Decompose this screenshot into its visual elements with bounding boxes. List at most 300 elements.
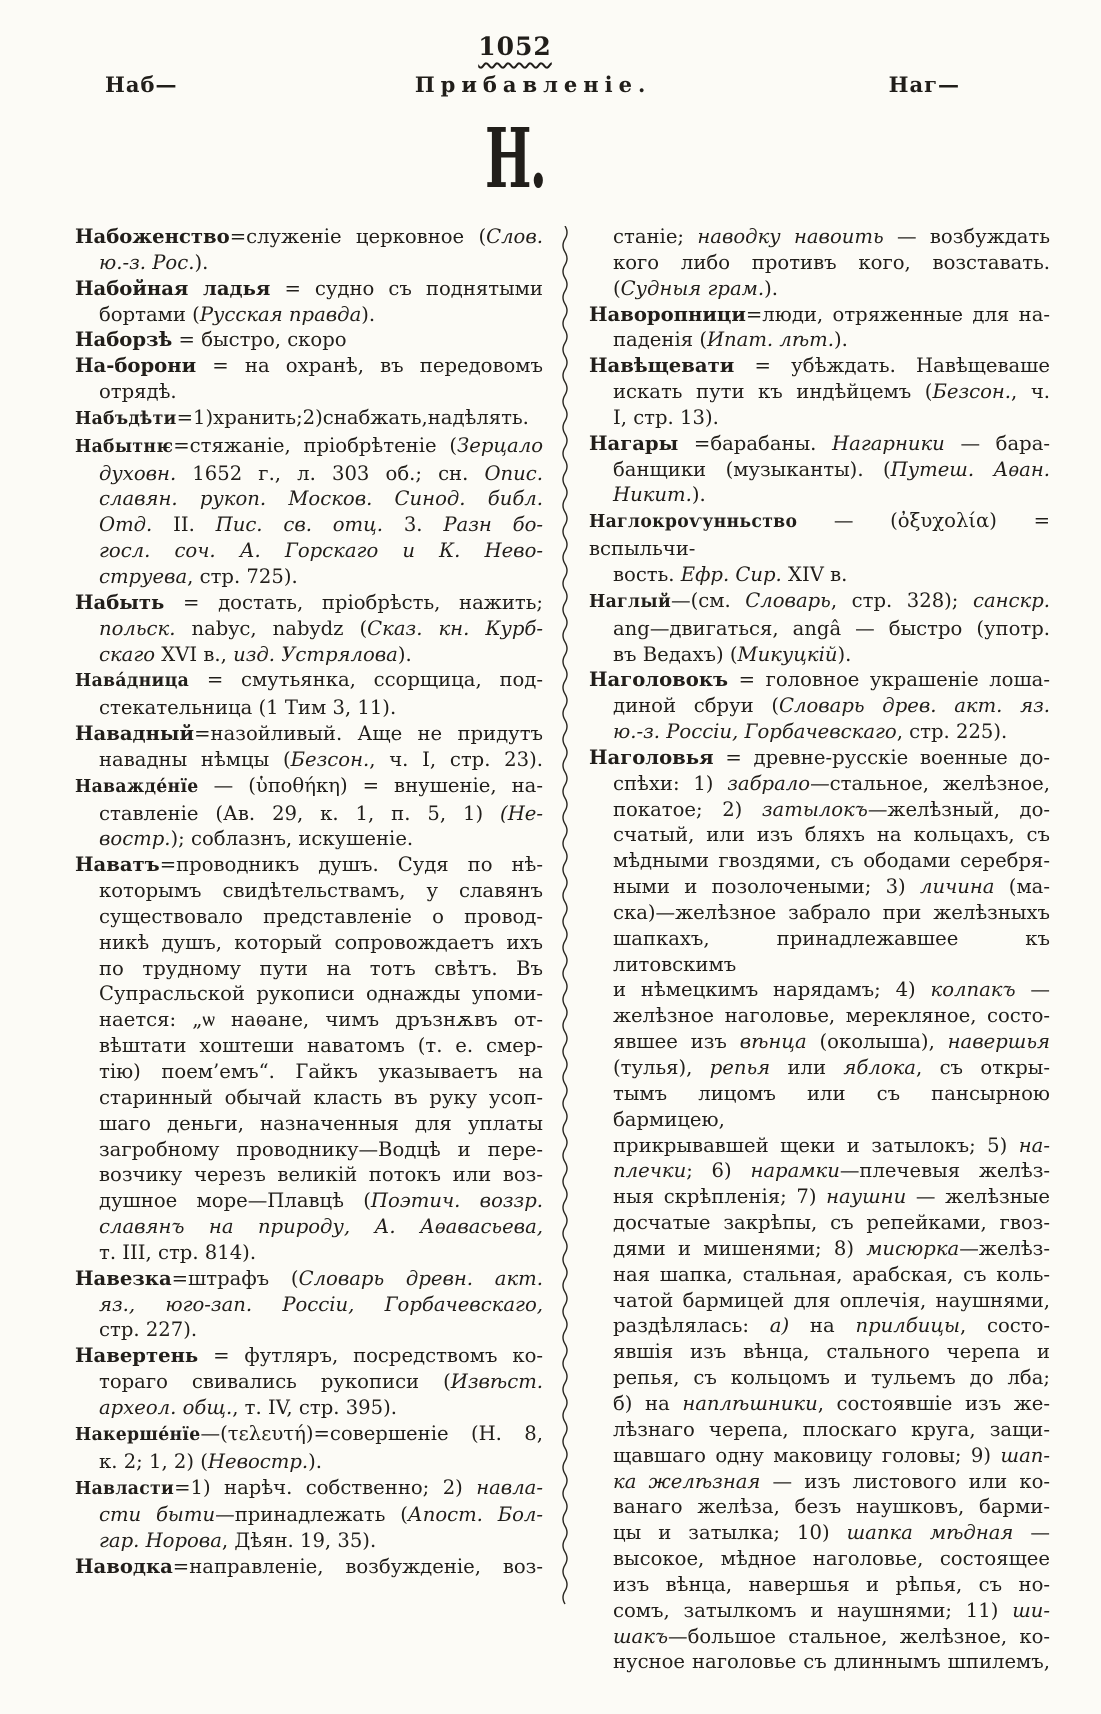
text-segment: , состо- — [959, 1314, 1050, 1338]
text-segment: отрядѣ. — [99, 380, 177, 404]
text-segment: — желѣзные — [906, 1185, 1050, 1209]
text-line — [75, 801, 543, 827]
text-segment: —принадлежать ( — [215, 1503, 408, 1527]
running-title: Прибавленіе. — [414, 72, 652, 97]
text-segment: возчику черезъ великій потокъ или воз- — [99, 1163, 543, 1187]
headword: Нагары — [589, 431, 679, 455]
text-line — [589, 1003, 1050, 1029]
page-number: 1052 — [478, 32, 552, 61]
text-segment: ными и позолочеными; 3) — [613, 875, 920, 899]
text-segment: наплѣшники — [682, 1391, 818, 1415]
headword: Наворопници — [589, 302, 746, 326]
text-segment: высокое, мѣдное наголовье, состоящее — [613, 1547, 1050, 1571]
headword: Навертень — [75, 1344, 199, 1368]
text-segment: ). — [837, 642, 852, 666]
text-line — [75, 461, 543, 487]
text-line — [589, 1158, 1050, 1184]
text-line — [75, 250, 543, 276]
text-segment: Путеш. Аѳан. — [890, 457, 1050, 481]
column-header-left: Наб— — [105, 72, 178, 97]
text-segment: Судныя грам. — [620, 276, 765, 300]
text-segment: никѣ душъ, который сопровождаетъ ихъ — [99, 930, 543, 954]
text-line — [589, 1313, 1050, 1339]
text-line — [75, 327, 543, 353]
text-segment: спѣхи: 1) — [613, 771, 728, 795]
text-segment: т. III, стр. 814). — [99, 1240, 257, 1264]
text-line — [589, 327, 1050, 353]
text-segment: ная шапка, стальная, арабская, съ коль- — [613, 1262, 1050, 1286]
text-segment: существовало представленіе о провод- — [99, 904, 543, 928]
text-segment: =служеніе церковное ( — [229, 225, 487, 248]
text-segment: ) = вспыльчи- — [589, 509, 1050, 561]
text-line — [589, 874, 1050, 900]
text-line — [75, 956, 543, 982]
text-line — [75, 1188, 543, 1214]
text-line — [589, 1520, 1050, 1546]
text-line — [589, 1494, 1050, 1520]
text-segment: гар. Норова — [99, 1529, 222, 1553]
text-line — [589, 562, 1050, 588]
headword: Наводка — [75, 1555, 173, 1579]
text-line — [589, 1417, 1050, 1443]
text-segment: = древне-русскіе военные до- — [713, 745, 1050, 769]
text-segment: цы и затылка; 10) — [613, 1521, 847, 1545]
text-line — [75, 276, 543, 302]
text-line — [75, 695, 543, 721]
text-segment: ; 6) — [686, 1159, 751, 1183]
text-segment: чатой бармицей для оплечія, наушнями, — [613, 1288, 1050, 1312]
text-line — [589, 1184, 1050, 1210]
headword: Наборзѣ — [75, 328, 173, 352]
text-segment: ю.-з. Рос. — [99, 250, 195, 274]
text-line — [75, 1240, 543, 1266]
text-line — [589, 1288, 1050, 1314]
text-segment: славянъ на природу, А. Аѳавасьева, — [99, 1215, 543, 1239]
text-segment: щавшаго одну маковицу головы; 9) — [613, 1443, 1001, 1467]
text-segment: яблока — [843, 1056, 916, 1079]
text-line — [75, 486, 543, 512]
text-segment: —стальное, желѣзное, — [810, 771, 1050, 795]
text-block — [75, 224, 1050, 1675]
text-segment: ). — [194, 250, 209, 274]
text-segment: археол. общ. — [99, 1395, 233, 1419]
headword: Навласти — [75, 1478, 175, 1499]
text-segment: , Дѣян. 19, 35). — [221, 1529, 377, 1553]
text-line — [589, 977, 1050, 1003]
text-segment: прикрывавшей щеки и затылокъ; 5) — [613, 1133, 1019, 1157]
text-line — [75, 773, 543, 801]
text-line — [75, 1137, 543, 1163]
text-segment: ὀξυχολία — [897, 509, 990, 533]
text-line — [75, 1007, 543, 1033]
text-segment: польск. — [99, 616, 176, 640]
text-segment: ὑποθήκη — [255, 773, 340, 797]
text-segment: Извѣст. — [450, 1370, 543, 1394]
text-segment: — ( — [198, 773, 256, 797]
text-segment: наушни — [826, 1185, 907, 1209]
text-line — [589, 1029, 1050, 1055]
text-line — [589, 457, 1050, 483]
text-segment: Микуцкій — [737, 642, 838, 666]
text-line — [589, 353, 1050, 379]
text-line — [75, 930, 543, 956]
left-column — [75, 224, 543, 1675]
text-line — [75, 1395, 543, 1421]
headword: Навѣщевати — [589, 354, 735, 378]
text-segment: по трудному пути на тотъ свѣтъ. Въ — [99, 956, 543, 980]
text-line — [75, 1059, 543, 1085]
text-segment: Сказ. кн. Курб- — [367, 616, 543, 640]
text-segment: или — [770, 1056, 844, 1079]
text-line — [589, 224, 1050, 250]
text-segment: —желѣз- — [959, 1236, 1050, 1260]
page-number-row — [0, 32, 1030, 61]
text-segment: явшія изъ вѣнца, стального черепа и — [613, 1340, 1050, 1364]
text-segment: ). — [361, 302, 376, 326]
text-segment: , стр. 225). — [896, 720, 1008, 744]
text-segment: репья, съ кольцомъ и тульемъ до лба; — [613, 1366, 1050, 1390]
text-segment: репья — [709, 1056, 771, 1079]
text-segment: Словарь древ. акт. яз. — [779, 694, 1050, 718]
text-line — [589, 1236, 1050, 1262]
text-segment: шаго деньги, назначенныя для уплаты — [99, 1111, 543, 1135]
text-segment: загробному проводнику—Водцѣ и пере- — [99, 1137, 543, 1161]
headword: Набыть — [75, 590, 165, 614]
text-segment: тію) поем’емъ“. Гайкъ указываетъ на — [99, 1060, 543, 1083]
text-line — [589, 302, 1050, 328]
text-line — [589, 642, 1050, 668]
text-segment: —(см. — [671, 588, 746, 612]
text-segment: паденія ( — [613, 328, 707, 352]
headword: Набойная ладья — [75, 276, 271, 300]
text-segment: мисюрка — [866, 1236, 960, 1260]
headword: Наголовокъ — [589, 668, 729, 692]
text-segment: , стр. 725). — [187, 564, 298, 588]
text-line — [589, 1081, 1050, 1133]
text-segment: струева — [99, 564, 188, 588]
text-line — [589, 431, 1050, 457]
text-line — [589, 616, 1050, 642]
text-line — [75, 1528, 543, 1554]
text-segment: Словарь — [745, 588, 831, 612]
text-segment: прилбицы — [855, 1314, 960, 1338]
text-segment: нарамки — [750, 1159, 840, 1183]
text-line — [75, 1317, 543, 1343]
right-column — [589, 224, 1050, 1675]
text-segment: Нагарники — [832, 431, 945, 455]
text-segment: =1) нарѣч. собственно; 2) — [174, 1475, 477, 1499]
text-segment: = смутьянка, ссорщица, под- — [189, 668, 543, 692]
text-segment: ); соблазнъ, искушеніе. — [170, 827, 414, 851]
headword: Набоженство — [75, 225, 230, 248]
text-line — [589, 1546, 1050, 1572]
headword: Наватъ — [75, 853, 160, 877]
text-segment: —плечевыя желѣз- — [839, 1159, 1051, 1183]
text-segment: τελευτή — [227, 1421, 306, 1445]
text-line — [589, 667, 1050, 693]
text-segment: Зерцало — [457, 433, 543, 457]
text-segment: личина — [920, 875, 995, 899]
text-segment: шакъ — [613, 1624, 669, 1648]
text-segment: ю.-з. Россіи, Горбачевскаго — [613, 720, 897, 744]
column-gap — [543, 224, 589, 1675]
text-line — [75, 1085, 543, 1111]
headword: Наважде́нїе — [75, 776, 199, 797]
text-segment: желѣзное наголовье, мерекляное, состо- — [613, 1004, 1050, 1028]
text-line — [75, 1033, 543, 1059]
text-segment: тораго свивались рукописи ( — [99, 1370, 451, 1394]
text-segment: Отд. — [99, 513, 153, 537]
text-segment: XIV в. — [781, 562, 848, 586]
text-line — [589, 508, 1050, 562]
text-segment: ). — [764, 276, 778, 300]
text-line — [589, 900, 1050, 926]
text-segment: которымъ свидѣтельствамъ, у славянъ — [99, 879, 543, 903]
headword: Набъдѣти — [75, 408, 177, 429]
text-segment: Русская правда — [199, 302, 362, 326]
text-line — [75, 224, 543, 250]
text-line — [589, 1469, 1050, 1495]
text-line — [75, 1421, 543, 1449]
text-segment: )=совершеніе (Н. 8, — [305, 1421, 543, 1445]
text-segment: = достать, пріобрѣсть, нажить; — [164, 590, 543, 614]
text-segment: ( — [613, 276, 621, 300]
text-segment: изъ вѣнца, навершья и рѣпья, съ но- — [613, 1572, 1050, 1596]
text-segment: старинный обычай класть въ руку усоп- — [99, 1085, 543, 1109]
text-segment: Безсон. — [932, 380, 1012, 404]
text-segment: дями и мишенями; 8) — [613, 1236, 867, 1260]
text-segment: а) — [769, 1314, 790, 1338]
text-line — [589, 848, 1050, 874]
text-segment: (околыша), — [806, 1030, 948, 1054]
headword: Навезка — [75, 1266, 172, 1290]
text-segment: =1)хранить;2)снабжать,надѣлять. — [176, 405, 529, 429]
text-segment: на- — [1018, 1133, 1050, 1157]
text-line — [75, 512, 543, 538]
text-line — [589, 482, 1050, 508]
text-segment: Пис. св. отц. — [215, 513, 384, 537]
text-line — [589, 745, 1050, 771]
text-segment: на — [789, 1314, 856, 1338]
text-segment: =назойливый. Аще не придутъ — [194, 722, 543, 746]
text-line — [589, 1572, 1050, 1598]
section-initial-letter: Н. — [484, 111, 546, 207]
text-segment: нусное наголовье съ длиннымъ шпилемъ, — [613, 1650, 1050, 1674]
text-segment: Невостр. — [207, 1449, 309, 1473]
text-segment: 3. — [383, 513, 444, 537]
text-line — [75, 1266, 543, 1292]
text-segment: Апост. Бол- — [407, 1503, 543, 1527]
text-segment: ). — [833, 328, 848, 352]
headword: Навадный — [75, 722, 195, 746]
text-segment: счатый, или изъ бляхъ на кольцахъ, съ — [613, 823, 1050, 847]
text-line — [589, 1598, 1050, 1624]
text-segment: ска)—желѣзное забрало при желѣзныхъ — [613, 900, 1050, 924]
text-line — [589, 1133, 1050, 1159]
text-segment: Слов. — [486, 225, 543, 248]
text-segment: госл. соч. А. Горскаго и К. Нево- — [99, 539, 543, 563]
text-segment: =стяжаніе, пріобрѣтеніе ( — [173, 433, 458, 457]
text-line — [589, 771, 1050, 797]
text-segment: ши- — [1012, 1598, 1050, 1622]
text-line — [75, 981, 543, 1007]
text-segment: , стр. 328); — [830, 588, 973, 612]
text-line — [75, 433, 543, 461]
headword: Нава́дница — [75, 671, 190, 692]
text-segment: искать пути къ индѣйцемъ ( — [613, 380, 933, 404]
text-segment: плечки — [613, 1159, 687, 1183]
text-segment: ка желѣзная — [613, 1469, 761, 1493]
text-segment: востр. — [99, 827, 171, 851]
text-segment: скаго — [99, 642, 156, 666]
text-segment: душное море—Плавцѣ ( — [99, 1189, 371, 1213]
text-segment: ванаго желѣза, безъ наушковъ, барми- — [613, 1495, 1050, 1519]
text-segment: , ч. — [1011, 380, 1051, 404]
text-segment: стекательница (1 Тим 3, 11). — [99, 696, 397, 720]
text-line — [589, 797, 1050, 823]
text-line — [75, 616, 543, 642]
running-header — [105, 72, 960, 97]
text-segment: тымъ лицомъ или съ пансырною бармицею, — [613, 1081, 1050, 1131]
text-line — [75, 826, 543, 852]
text-segment: покатое; 2) — [613, 797, 762, 821]
text-segment: =штрафъ ( — [171, 1266, 299, 1290]
headword: На-борони — [75, 354, 197, 378]
text-line — [589, 1339, 1050, 1365]
text-segment: вѣнца — [739, 1030, 807, 1054]
text-segment: славян. рукоп. Москов. Синод. библ. — [99, 487, 543, 511]
text-segment: = судно съ поднятыми — [270, 276, 543, 300]
text-line — [75, 747, 543, 773]
column-divider-line — [560, 226, 572, 1606]
text-line — [75, 1475, 543, 1503]
text-line — [75, 667, 543, 695]
text-segment: сомъ, затылкомъ и наушнями; 11) — [613, 1598, 1013, 1622]
text-segment: ang—двигаться, angâ — быстро (употр. — [613, 616, 1050, 640]
text-segment: —большое стальное, желѣзное, ко- — [668, 1624, 1050, 1648]
text-segment: — — [1015, 978, 1051, 1002]
text-line — [75, 564, 543, 590]
text-segment: —( — [200, 1421, 228, 1445]
headword: Накерше́нїе — [75, 1424, 201, 1445]
text-line — [589, 1391, 1050, 1417]
text-segment: Поэтич. воззр. — [370, 1189, 544, 1213]
text-segment: забрало — [727, 771, 811, 795]
text-segment: — возбуждать — [883, 225, 1050, 248]
text-segment: = быстро, скоро — [172, 328, 347, 352]
text-segment: = убѣждать. Навѣщеваше — [734, 354, 1050, 378]
text-line — [75, 878, 543, 904]
text-segment: , ч. I, стр. 23). — [369, 747, 543, 771]
text-segment: навла- — [476, 1475, 543, 1499]
text-segment: банщики (музыканты). ( — [613, 457, 891, 481]
text-segment: I, стр. 13). — [613, 405, 719, 429]
text-segment: затылокъ — [761, 797, 868, 821]
text-segment: ). — [308, 1449, 322, 1473]
text-segment: Безсон. — [290, 747, 370, 771]
text-segment: вость. — [613, 562, 681, 586]
headword: Наголовья — [589, 745, 714, 769]
text-segment: (тулья), — [613, 1056, 710, 1079]
text-segment: , т. IV, стр. 395). — [232, 1395, 397, 1419]
text-segment: и нѣмецкимъ нарядамъ; 4) — [613, 978, 931, 1002]
text-segment: ). — [397, 642, 412, 666]
text-segment: = на охранѣ, въ передовомъ — [196, 354, 543, 378]
text-line — [589, 719, 1050, 745]
text-segment: nabyc, nabydz ( — [175, 616, 368, 640]
text-segment: II. — [152, 513, 216, 537]
text-line — [75, 1449, 543, 1475]
text-line — [589, 1262, 1050, 1288]
column-header-right: Наг— — [888, 72, 960, 97]
text-segment: колпакъ — [930, 978, 1016, 1002]
text-line — [75, 721, 543, 747]
text-line — [75, 353, 543, 379]
text-segment: =люди, отряженные для на- — [745, 302, 1050, 326]
text-segment: ). — [691, 483, 706, 507]
text-line — [75, 1292, 543, 1318]
text-line — [75, 1502, 543, 1528]
text-segment: Ипат. лѣт. — [706, 328, 834, 352]
text-line — [589, 250, 1050, 276]
text-segment: навадны нѣмцы ( — [99, 747, 291, 771]
text-segment: шапка мѣдная — [846, 1521, 1014, 1545]
text-line — [75, 852, 543, 878]
text-segment: — бара- — [944, 431, 1051, 455]
text-segment: =барабаны. — [678, 431, 833, 455]
text-segment: сти быти — [99, 1503, 216, 1527]
text-line — [75, 904, 543, 930]
text-segment: навершья — [947, 1030, 1050, 1054]
text-segment: станіе; — [613, 225, 698, 248]
text-segment: , съ откры- — [916, 1056, 1051, 1079]
text-segment: ныя скрѣпленія; 7) — [613, 1185, 827, 1209]
text-line — [75, 1162, 543, 1188]
text-line — [75, 1111, 543, 1137]
text-segment: = футляръ, посредствомъ ко- — [198, 1344, 543, 1368]
text-segment: — изъ листового или ко- — [760, 1469, 1050, 1493]
text-line — [589, 1443, 1050, 1469]
text-segment: лѣзнаго черепа, плоскаго круга, защи- — [613, 1417, 1050, 1441]
text-segment: шапкахъ, принадлежавшее къ литовскимъ — [613, 926, 1050, 976]
text-segment: б) на — [613, 1391, 683, 1415]
text-segment: к. 2; 1, 2) ( — [99, 1449, 208, 1473]
text-segment: —желѣзный, до- — [867, 797, 1050, 821]
text-line — [75, 590, 543, 616]
text-segment: нается: „ѡ наѳане, чимъ дръзнѫвъ от- — [99, 1008, 543, 1032]
text-segment: Словарь древн. акт. — [298, 1266, 543, 1290]
text-segment: шап- — [1000, 1443, 1050, 1467]
text-line — [589, 693, 1050, 719]
text-segment: стр. 227). — [99, 1318, 198, 1342]
text-segment: 1652 г., л. 303 об.; сн. — [176, 461, 485, 485]
text-line — [589, 1055, 1050, 1081]
text-segment: (Не- — [500, 801, 543, 825]
text-line — [589, 1649, 1050, 1675]
text-line — [75, 302, 543, 328]
text-line — [589, 1365, 1050, 1391]
text-segment: ставленіе (Ав. 29, к. 1, п. 5, 1) — [99, 801, 501, 825]
text-segment: Опис. — [484, 461, 543, 485]
text-line — [75, 1214, 543, 1240]
text-line — [75, 538, 543, 564]
text-segment: въ Ведахъ) ( — [613, 642, 738, 666]
text-segment: бортами ( — [99, 302, 200, 326]
text-segment: Ефр. Сир. — [680, 562, 782, 586]
text-line — [589, 588, 1050, 616]
text-line — [75, 1343, 543, 1369]
text-segment: XVI в., — [155, 642, 234, 666]
